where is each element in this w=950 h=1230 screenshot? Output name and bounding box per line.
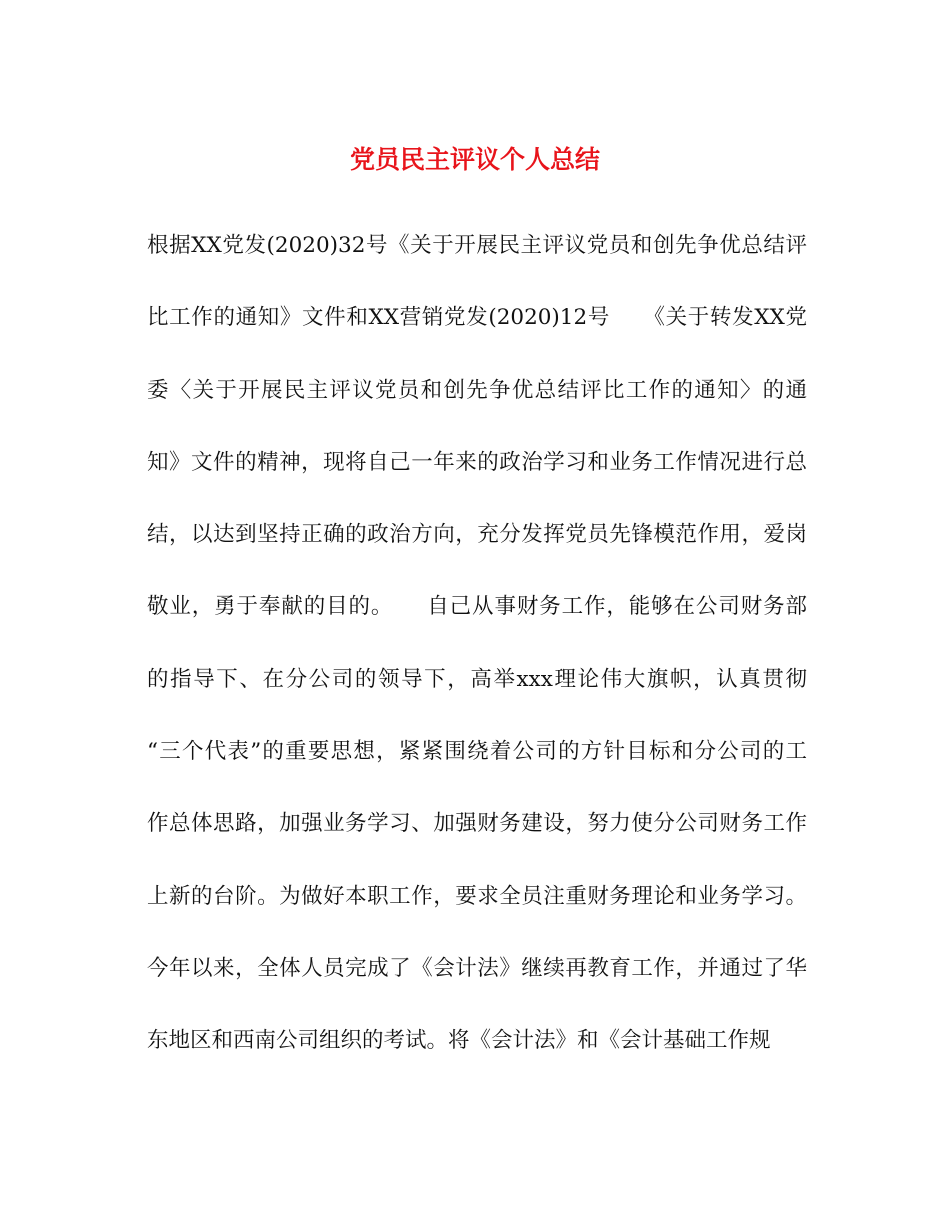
body-line: 敬业，勇于奉献的目的。 自己从事财务工作，能够在公司财务部 [147,594,807,620]
body-line: 东地区和西南公司组织的考试。将《会计法》和《会计基础工作规 [147,1028,771,1054]
document-body [147,226,807,1094]
body-line: 比工作的通知》文件和XX营销党发(2020)12号 《关于转发XX党 [147,305,807,331]
body-line: 根据XX党发(2020)32号《关于开展民主评议党员和创先争优总结评 [147,233,807,258]
document-title: 党员民主评议个人总结 [349,145,600,174]
body-line: 今年以来，全体人员完成了《会计法》继续再教育工作，并通过了华 [147,955,807,981]
body-line: 委〈关于开展民主评议党员和创先争优总结评比工作的通知〉的通 [147,377,807,403]
body-line: 的指导下、在分公司的领导下，高举xxx理论伟大旗帜，认真贯彻 [147,666,807,692]
body-line: “三个代表”的重要思想，紧紧围绕着公司的方针目标和分公司的工 [147,739,807,765]
body-line: 知》文件的精神，现将自己一年来的政治学习和业务工作情况进行总 [147,449,807,475]
body-line: 上新的台阶。为做好本职工作，要求全员注重财务理论和业务学习。 [147,883,807,909]
body-line: 作总体思路，加强业务学习、加强财务建设，努力使分公司财务工作 [147,811,807,837]
body-line: 结，以达到坚持正确的政治方向，充分发挥党员先锋模范作用，爱岗 [147,522,807,548]
